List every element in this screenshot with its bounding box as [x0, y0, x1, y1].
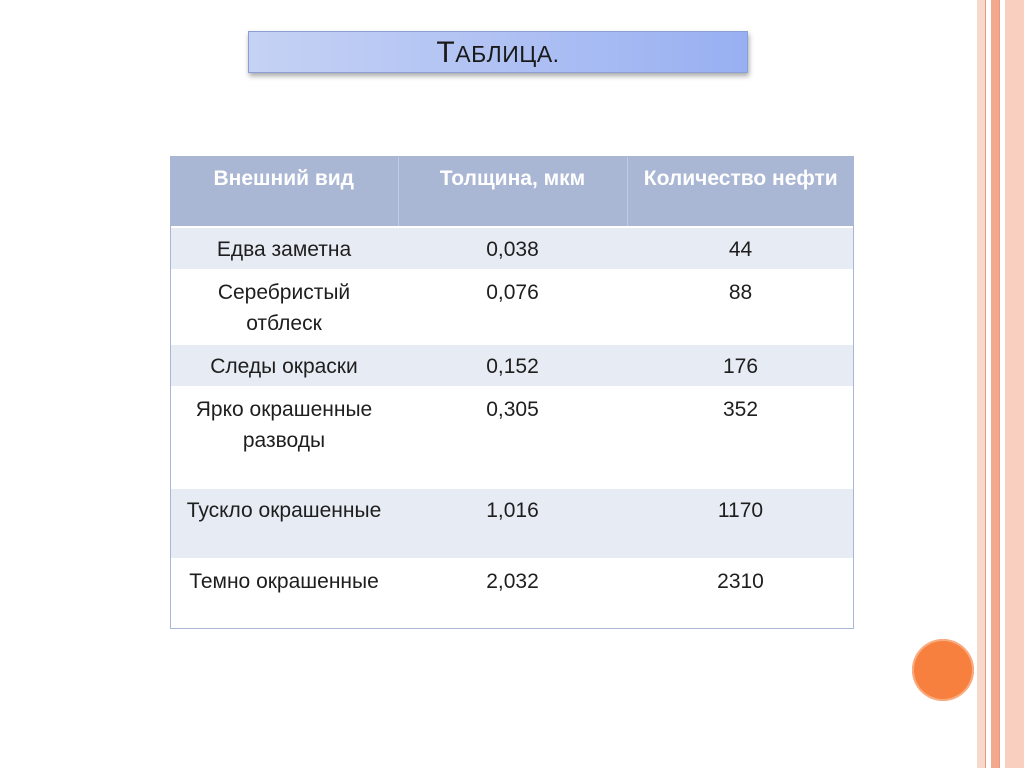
data-table: [170, 156, 854, 630]
cell-thickness: 0,038: [398, 227, 627, 270]
title-box: [248, 31, 748, 73]
cell-oil-quantity: 88: [627, 270, 854, 344]
table-header: [170, 156, 854, 227]
cell-thickness: 2,032: [398, 559, 627, 630]
cell-appearance: Следы окраски: [170, 344, 398, 387]
cell-oil-quantity: 2310: [627, 559, 854, 630]
table-row: [170, 270, 854, 344]
cell-oil-quantity: 1170: [627, 488, 854, 559]
cell-appearance: Серебристый отблеск: [170, 270, 398, 344]
cell-appearance: Тускло окрашенные: [170, 488, 398, 559]
header-oil-quantity: Количество нефти: [627, 156, 854, 227]
table-row: [170, 387, 854, 488]
cell-appearance: Едва заметна: [170, 227, 398, 270]
page-title-capital: Т: [436, 36, 456, 69]
header-appearance: Внешний вид: [170, 156, 398, 227]
cell-thickness: 0,076: [398, 270, 627, 344]
cell-oil-quantity: 176: [627, 344, 854, 387]
table-row: [170, 227, 854, 270]
table-body: [170, 227, 854, 630]
decorative-stripe-line: [999, 0, 1000, 768]
cell-appearance: Темно окрашенные: [170, 559, 398, 630]
table-row: [170, 559, 854, 630]
cell-thickness: 0,305: [398, 387, 627, 488]
cell-oil-quantity: 352: [627, 387, 854, 488]
cell-thickness: 1,016: [398, 488, 627, 559]
decorative-stripe-light: [977, 0, 985, 768]
header-thickness: Толщина, мкм: [398, 156, 627, 227]
table-row: [170, 344, 854, 387]
page-title: [249, 32, 747, 72]
page-title-rest: АБЛИЦА.: [455, 41, 560, 67]
decorative-circle: [912, 639, 974, 701]
cell-thickness: 0,152: [398, 344, 627, 387]
decorative-stripe-light: [1005, 0, 1024, 768]
cell-appearance: Ярко окрашенные разводы: [170, 387, 398, 488]
table-header-row: [170, 156, 854, 227]
cell-oil-quantity: 44: [627, 227, 854, 270]
table-row: [170, 488, 854, 559]
decorative-stripe-line: [985, 0, 986, 768]
